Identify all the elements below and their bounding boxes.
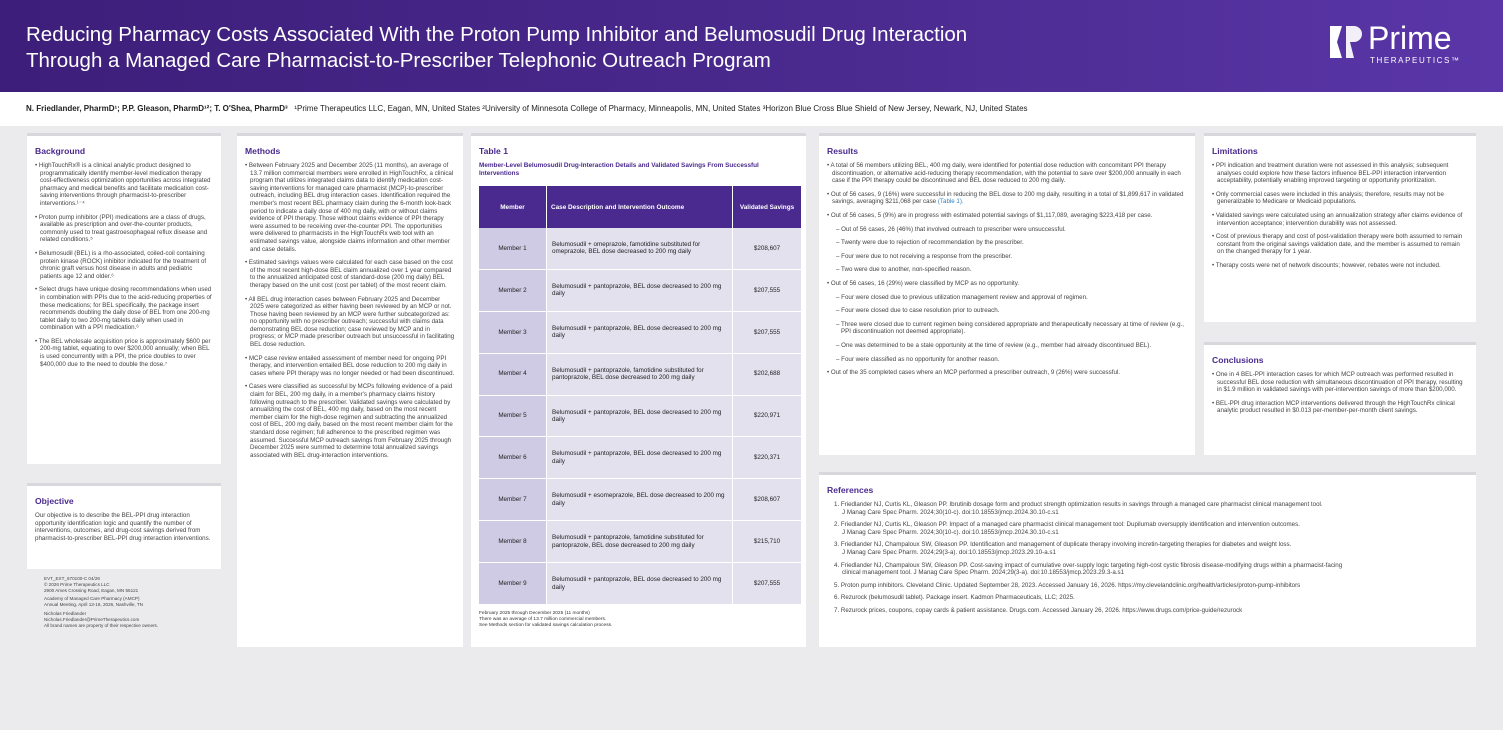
background-list (35, 162, 213, 368)
results-item-text: – One was determined to be a stale opportunity at the time of review (e.g., member had already discontinued BEL). (836, 341, 1152, 349)
member-cell: Member 5 (479, 396, 547, 438)
table-row (479, 354, 802, 396)
savings-cell: $220,371 (733, 437, 802, 479)
member-cell: Member 2 (479, 270, 547, 312)
methods-list (245, 162, 455, 459)
background-item: • Select drugs have unique dosing recommendations when used in combination with PPIs due to the acid-reducing properties of these medications; for BEL specifically, the package insert recommends doubling the daily dose of BEL from one 200-mg tablet daily to two 200-mg tablets daily when used in combination with a PPI medication.⁶ (35, 286, 212, 332)
description-cell: Belumosudil + esomeprazole, BEL dose decreased to 200 mg daily (547, 479, 733, 521)
poster-title (26, 22, 1086, 74)
title-line-1: Reducing Pharmacy Costs Associated With the Proton Pump Inhibitor and Belumosudil Drug Interaction (26, 23, 968, 46)
reference-text: 6. Rezurock (belumosudil tablet). Package insert. Kadmon Pharmaceuticals, LLC; 2025. (834, 594, 1075, 602)
methods-item: • Cases were classified as successful by MCPs following evidence of a paid claim for BEL, 200 mg daily, in a member's pharmacy claims history following outreach to the prescriber. Validated savings were calculated by annualizing the cost of BEL, 400 mg daily, based on the most recent member claim for the high-dose regimen and subtracting the annualized cost of BEL, 200 mg daily, based on the most recent member claim for the standard dose regimen; full adherence to the prescribed regimen was assumed. Successful MCP outreach savings from February 2025 through December 2025 were summed to determine total annualized savings associated with BEL drug-interaction interventions. (245, 383, 453, 459)
reference-item (827, 582, 1468, 590)
reference-item (827, 501, 1468, 516)
background-heading: Background (35, 146, 86, 156)
limitations-item: • Only commercial cases were included in this analysis; therefore, results may not be generalizable to Medicare or Medicaid populations. (1212, 190, 1444, 206)
results-item-text: • Out of 56 cases, 5 (9%) are in progress with estimated potential savings of $1,117,089, averaging $223,418 per case. (827, 211, 1153, 219)
description-cell: Belumosudil + pantoprazole, BEL dose decreased to 200 mg daily (547, 563, 733, 605)
table-notes (479, 611, 798, 628)
footer-line: EVT_EXT_670100-C 04/26 (44, 576, 100, 581)
table-caption: Member-Level Belumosudil Drug-Interaction Details and Validated Savings From Successful Interventions (479, 162, 759, 177)
prime-logo-icon (1328, 22, 1362, 62)
table-row (479, 437, 802, 479)
methods-section (237, 133, 463, 647)
reference-citation: J Manag Care Spec Pharm. 2024;30(10-c). doi:10.18553/jmcp.2024.30.10-c.s1 (842, 528, 1059, 536)
description-cell: Belumosudil + pantoprazole, famotidine substituted for pantoprazole, BEL dose decreased to 200 mg daily (547, 354, 733, 396)
table-row (479, 521, 802, 563)
footer-line: Nicholas.Friedlander@PrimeTherapeutics.com (44, 616, 140, 622)
reference-text: 5. Proton pump inhibitors. Cleveland Clinic. Updated September 28, 2023. Accessed January 16, 2026. https://my.clevelandclinic.org/health/articles/proton-pump-inhibitors (834, 581, 1301, 589)
results-item-text: • Out of the 35 completed cases where an MCP performed a prescriber outreach, 9 (26%) were successful. (827, 369, 1121, 377)
savings-cell: $207,555 (733, 270, 802, 312)
savings-cell: $215,710 (733, 521, 802, 563)
footer-line: Nicholas Friedlander (44, 610, 87, 616)
col-member: Member (479, 186, 547, 228)
reference-citation: J Manag Care Spec Pharm. 2024;29(3-a). doi:10.18553/jmcp.2023.29.10-a.s1 (842, 548, 1056, 556)
member-cell: Member 8 (479, 521, 547, 563)
background-item: • HighTouchRx® is a clinical analytic product designed to programmatically identify member-level medication therapy cost-effectiveness optimization opportunities across integrated pharmacy and medical benefits and facilitate medication cost-saving interventions through pharmacist-to-prescriber interventions.¹⁻⁴ (35, 162, 211, 207)
results-item-text: – Four were closed due to previous utilization management review and approval of regimen. (836, 293, 1088, 301)
limitations-item: • PPI indication and treatment duration were not assessed in this analysis; subsequent analyses could explore how these factors influence BEL-PPI interaction intervention acceptability, potentially enabling improved targeting or opportunity prioritization. (1212, 162, 1449, 185)
table-row (479, 312, 802, 354)
methods-heading: Methods (245, 146, 281, 156)
background-item: • Proton pump inhibitor (PPI) medications are a class of drugs, available as prescription and over-the-counter products, commonly used to treat gastroesophageal reflux disease and related conditions.⁵ (35, 213, 208, 244)
results-item-text: • A total of 56 members utilizing BEL, 400 mg daily, were identified for potential dose reduction with concomitant PPI therapy discontinuation, or alternative acid-reducing therapy recommendation, with the potential to save over $200,000 annually in each case if the PPI therapy could be discontinued and BEL dose reduced to 200 mg daily. (827, 162, 1181, 185)
footer-line: Academy of Managed Care Pharmacy (AMCP) (44, 596, 140, 602)
background-item: • Belumosudil (BEL) is a rho-associated, coiled-coil containing protein kinase (ROCK) inhibitor indicated for the treatment of chronic graft versus host disease in adults and pediatric patients age 12 and older.⁶ (35, 249, 207, 280)
prime-logo (1328, 20, 1478, 68)
member-cell: Member 4 (479, 354, 547, 396)
conclusions-heading: Conclusions (1212, 355, 1264, 365)
results-item-text: – Out of 56 cases, 26 (46%) that involved outreach to prescriber were unsuccessful. (836, 225, 1066, 233)
objective-heading: Objective (35, 496, 74, 506)
background-section (27, 133, 221, 464)
description-cell: Belumosudil + pantoprazole, BEL dose decreased to 200 mg daily (547, 312, 733, 354)
results-item (827, 212, 1187, 220)
author-names: N. Friedlander, PharmD¹; P.P. Gleason, PharmD¹²; T. O'Shea, PharmD³ (26, 104, 288, 113)
references-list (827, 501, 1468, 615)
results-heading: Results (827, 146, 859, 156)
results-item (827, 162, 1187, 185)
limitations-section (1204, 133, 1476, 322)
results-item-text: • Out of 56 cases, 9 (16%) were successful in reducing the BEL dose to 200 mg daily, resulting in a total of $1,899,617 in validated savings, averaging $211,068 per case (827, 190, 1184, 206)
results-item (827, 342, 1187, 350)
background-item: • The BEL wholesale acquisition price is approximately $600 per 200-mg tablet, equating to over $200,000 annually; when BEL is used concurrently with a PPI, the price doubles to over $400,000 due to the need to double the dose.⁷ (35, 337, 211, 368)
reference-text: 1. Friedlander NJ, Curtis KL, Gleason PP. Ibrutinib dosage form and product strength optimization results in savings through a managed care pharmacist clinical management tool. (834, 501, 1323, 508)
limitations-item: • Therapy costs were net of network discounts; however, rebates were not included. (1212, 261, 1441, 269)
methods-item: • MCP case review entailed assessment of member need for ongoing PPI therapy, and intervention entailed BEL dose reduction to 200 mg daily in cases where PPI therapy was no longer needed or had been discontinued. (245, 354, 455, 377)
description-cell: Belumosudil + pantoprazole, BEL dose decreased to 200 mg daily (547, 437, 733, 479)
reference-citation: clinical management tool. J Manag Care Spec Pharm. 2024;29(3-a). doi:10.18553/jmcp.2023.29.3-a.s1 (842, 569, 1125, 577)
footer-line: All brand names are property of their respective owners. (44, 622, 159, 628)
references-heading: References (827, 485, 874, 495)
reference-text: 7. Rezurock prices, coupons, copay cards & patient assistance. Drugs.com. Accessed January 26, 2026. https://www.drugs.com/price-guide/rezurock (834, 606, 1243, 614)
table-link: (Table 1). (937, 198, 964, 206)
poster-header (0, 0, 1503, 92)
member-cell: Member 1 (479, 228, 547, 270)
results-item (827, 369, 1187, 377)
footer-line: 2900 Ames Crossing Road, Eagan, MN 55121 (44, 587, 139, 593)
conclusions-section (1204, 342, 1476, 455)
table-row (479, 479, 802, 521)
reference-item (827, 541, 1468, 556)
results-item-text: – Three were closed due to current regimen being considered appropriate and therapeutically necessary at time of review (e.g., PPI discontinuation not deemed appropriate). (836, 320, 1184, 336)
savings-cell: $207,555 (733, 563, 802, 605)
reference-text: 3. Friedlander NJ, Champaloux SW, Gleason PP. Identification and management of duplicate therapy involving incretin-targeting therapies for diabetes and weight loss. (834, 541, 1292, 549)
results-item (827, 321, 1187, 336)
results-item (827, 191, 1187, 206)
results-item (827, 253, 1187, 261)
limitations-item: • Cost of previous therapy and cost of post-validation therapy were both assumed to remain constant from the original savings validation date, and the member is assumed to remain on the changed therapy for 1 year. (1212, 233, 1463, 256)
results-item-text: – Two were due to another, non-specified reason. (836, 266, 972, 274)
poster-footer (44, 576, 224, 628)
results-item-text: • Out of 56 cases, 16 (29%) were classified by MCP as no opportunity. (827, 279, 1020, 287)
results-section (819, 133, 1195, 455)
description-cell: Belumosudil + pantoprazole, famotidine substituted for pantoprazole, BEL dose decreased to 200 mg daily (547, 521, 733, 563)
limitations-heading: Limitations (1212, 146, 1258, 156)
logo-name: Prime (1368, 20, 1452, 56)
methods-item: • All BEL drug interaction cases between February 2025 and December 2025 were categorized as either having been reviewed by an MCP or not. Those having been reviewed by an MCP were further subcategorized as: no opportunity with no prescriber outreach; successful with claims data demonstrating BEL dose reduction; case reviewed by MCP and in progress; or MCP made prescriber outreach but unsuccessful in facilitating BEL dose reduction. (245, 295, 455, 349)
reference-citation: J Manag Care Spec Pharm. 2024;30(10-c). doi:10.18553/jmcp.2024.30.10-c.s1 (842, 508, 1059, 516)
savings-cell: $208,607 (733, 228, 802, 270)
author-line (0, 92, 1503, 126)
footer-line: Annual Meeting, April 13-16, 2026, Nashville, TN (44, 602, 143, 608)
description-cell: Belumosudil + pantoprazole, BEL dose decreased to 200 mg daily (547, 270, 733, 312)
table-note: There was an average of 13.7 million commercial members. (479, 616, 607, 622)
savings-cell: $207,555 (733, 312, 802, 354)
table-row (479, 396, 802, 438)
col-savings: Validated Savings (733, 186, 802, 228)
member-cell: Member 3 (479, 312, 547, 354)
conclusions-item: • BEL-PPI drug interaction MCP interventions delivered through the HighTouchRx clinical analytic product resulted in $0.013 per-member-per-month client savings. (1212, 399, 1455, 415)
methods-item: • Between February 2025 and December 2025 (11 months), an average of 13.7 million commercial members were enrolled in HighTouchRx, a clinical program that utilizes integrated claims data to identify medication cost-saving interventions for managed care pharmacist (MCP)-to-prescriber outreach, including BEL drug interaction cases. Identification required the member's most recent BEL pharmacy claim during the 6-month look-back period to indicate a daily dose of 400 mg daily, with or without claims evidence of PPI therapy. Those without claims evidence of PPI therapy were assumed to be receiving over-the-counter PPI. The opportunities were delivered to pharmacists in the HighTouchRx web tool with an estimated savings value, alongside claims information and other member and case details. (245, 162, 454, 253)
results-item (827, 294, 1187, 302)
title-line-2: Through a Managed Care Pharmacist-to-Prescriber Telephonic Outreach Program (26, 49, 771, 72)
table-note: February 2025 through December 2025 (11 months) (479, 611, 590, 617)
savings-cell: $208,607 (733, 479, 802, 521)
limitations-list (1212, 162, 1468, 270)
results-item-text: – Four were closed due to case resolution prior to outreach. (836, 307, 1000, 315)
member-cell: Member 7 (479, 479, 547, 521)
savings-table (479, 186, 802, 605)
table-row (479, 563, 802, 605)
logo-subtitle: THERAPEUTICS™ (1370, 56, 1461, 65)
conclusions-list (1212, 371, 1468, 415)
description-cell: Belumosudil + pantoprazole, BEL dose decreased to 200 mg daily (547, 396, 733, 438)
results-item (827, 239, 1187, 247)
reference-item (827, 594, 1468, 602)
table-note: See Methods section for validated savings calculation process. (479, 622, 613, 628)
member-cell: Member 9 (479, 563, 547, 605)
reference-item (827, 521, 1468, 536)
references-section (819, 472, 1476, 647)
results-item-text: – Four were classified as no opportunity for another reason. (836, 355, 1000, 363)
footer-line: © 2026 Prime Therapeutics LLC (44, 581, 110, 587)
limitations-item: • Validated savings were calculated using an annualization strategy after claims evidence of intervention acceptance; intervention durability was not assessed. (1212, 211, 1463, 227)
savings-cell: $220,971 (733, 396, 802, 438)
methods-item: • Estimated savings values were calculated for each case based on the cost of the most recent high-dose BEL claim annualized over 1 year compared to the annualized anticipated cost of standard-dose (200 mg daily) BEL therapy based on the unit cost (cost per tablet) of the most recent claim. (245, 259, 453, 289)
results-item-text: – Four were due to not receiving a response from the prescriber. (836, 252, 1013, 260)
table-section (471, 133, 806, 647)
col-description: Case Description and Intervention Outcome (547, 186, 733, 228)
member-cell: Member 6 (479, 437, 547, 479)
table-body (479, 228, 802, 605)
results-item (827, 266, 1187, 274)
results-item-text: – Twenty were due to rejection of recommendation by the prescriber. (836, 239, 1024, 247)
results-item (827, 280, 1187, 288)
reference-text: 2. Friedlander NJ, Curtis KL, Gleason PP. Impact of a managed care pharmacist clinical management tool: Dupilumab oversupply identification and intervention outcomes. (834, 521, 1300, 529)
reference-text: 4. Friedlander NJ, Champaloux SW, Gleason PP. Cost-saving impact of cumulative over-supply logic targeting high-cost cystic fibrosis disease-modifying drugs within a pharmacist-facing (834, 561, 1343, 569)
table-row (479, 228, 802, 270)
results-list (827, 162, 1187, 377)
results-item (827, 356, 1187, 364)
conclusions-item: • One in 4 BEL-PPI interaction cases for which MCP outreach was performed resulted in successful BEL dose reduction with simultaneous discontinuation of PPI therapy, resulting in $1.9 million in validated savings with per-intervention savings of more than $200,000. (1212, 371, 1463, 394)
savings-cell: $202,688 (733, 354, 802, 396)
reference-item (827, 562, 1468, 577)
description-cell: Belumosudil + omeprazole, famotidine substituted for omeprazole, BEL dose decreased to 200 mg daily (547, 228, 733, 270)
results-item (827, 307, 1187, 315)
reference-item (827, 607, 1468, 615)
objective-section (27, 483, 221, 569)
results-item (827, 226, 1187, 234)
table-row (479, 270, 802, 312)
author-affiliations: ¹Prime Therapeutics LLC, Eagan, MN, United States ²University of Minnesota College of Pharmacy, Minneapolis, MN, United States ³Horizon Blue Cross Blue Shield of New Jersey, Newark, NJ, United States (294, 104, 1028, 113)
table-heading: Table 1 (479, 146, 508, 156)
objective-text: Our objective is to describe the BEL-PPI drug interaction opportunity identification logic and quantify the number of interventions, outcomes, and drug-cost savings derived from pharmacist-to-prescriber BEL-PPI drug interaction interventions. (35, 512, 211, 542)
